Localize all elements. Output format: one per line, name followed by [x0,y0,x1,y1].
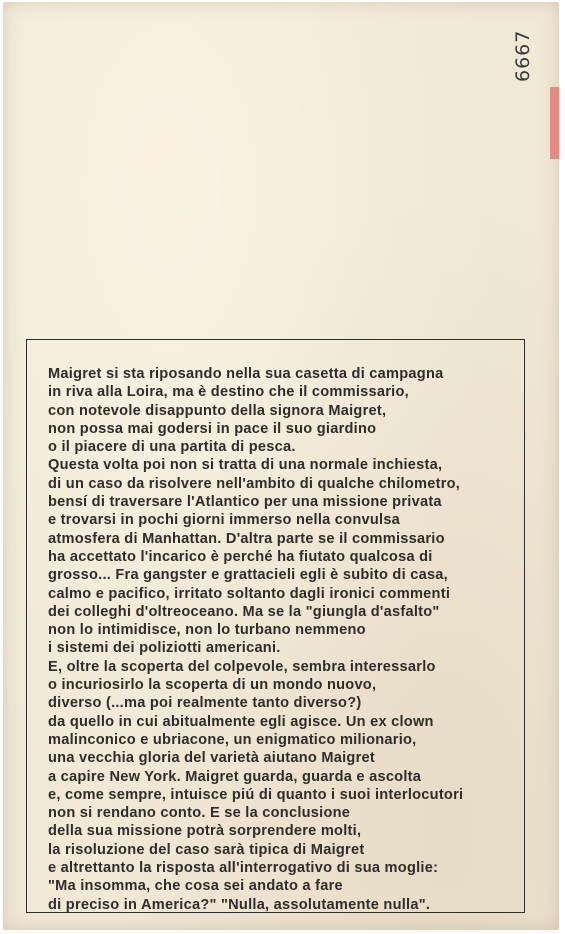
catalog-number: 6667 [512,29,534,82]
blurb-frame [26,339,525,913]
spine-color-stripe [550,87,559,159]
back-cover-blurb: Maigret si sta riposando nella sua casetta di campagna in riva alla Loira, ma è destino che il commissario, con notevole disappunto della signora Maigret, non possa mai godersi in pace il suo giardino o il piacere di una partita di pesca. Questa volta poi non si tratta di una normale inchiesta, di un caso da risolvere nell'ambito di qualche chilometro, bensí di traversare l'Atlantico per una missione privata e trovarsi in pochi giorni immerso nella convulsa atmosfera di Manhattan. D'altra parte se il commissario ha accettato l'incarico è perché ha fiutato qualcosa di grosso... Fra gangster e grattacieli egli è subito di casa, calmo e pacifico, irritato soltanto dagli ironici commenti dei colleghi d'oltreoceano. Ma se la "giungla d'asfalto" non lo intimidisce, non lo turbano nemmeno i sistemi dei poliziotti americani. E, oltre la scoperta del colpevole, sembra interessarlo o incuriosirlo la scoperta di un mondo nuovo, diverso (...ma poi realmente tanto diverso?) da quello in cui abitualmente egli agisce. Un ex clown malinconico e ubriacone, un enigmatico milionario, una vecchia gloria del varietà aiutano Maigret a capire New York. Maigret guarda, guarda e ascolta e, come sempre, intuisce piú di quanto i suoi interlocutori non si rendano conto. E se la conclusione della sua missione potrà sorprendere molti, la risoluzione del caso sarà tipica di Maigret e altrettanto la risposta all'interrogativo di sua moglie: "Ma insomma, che cosa sei andato a fare di preciso in America?" "Nulla, assolutamente nulla". [48,366,464,913]
book-back-cover [3,2,559,930]
